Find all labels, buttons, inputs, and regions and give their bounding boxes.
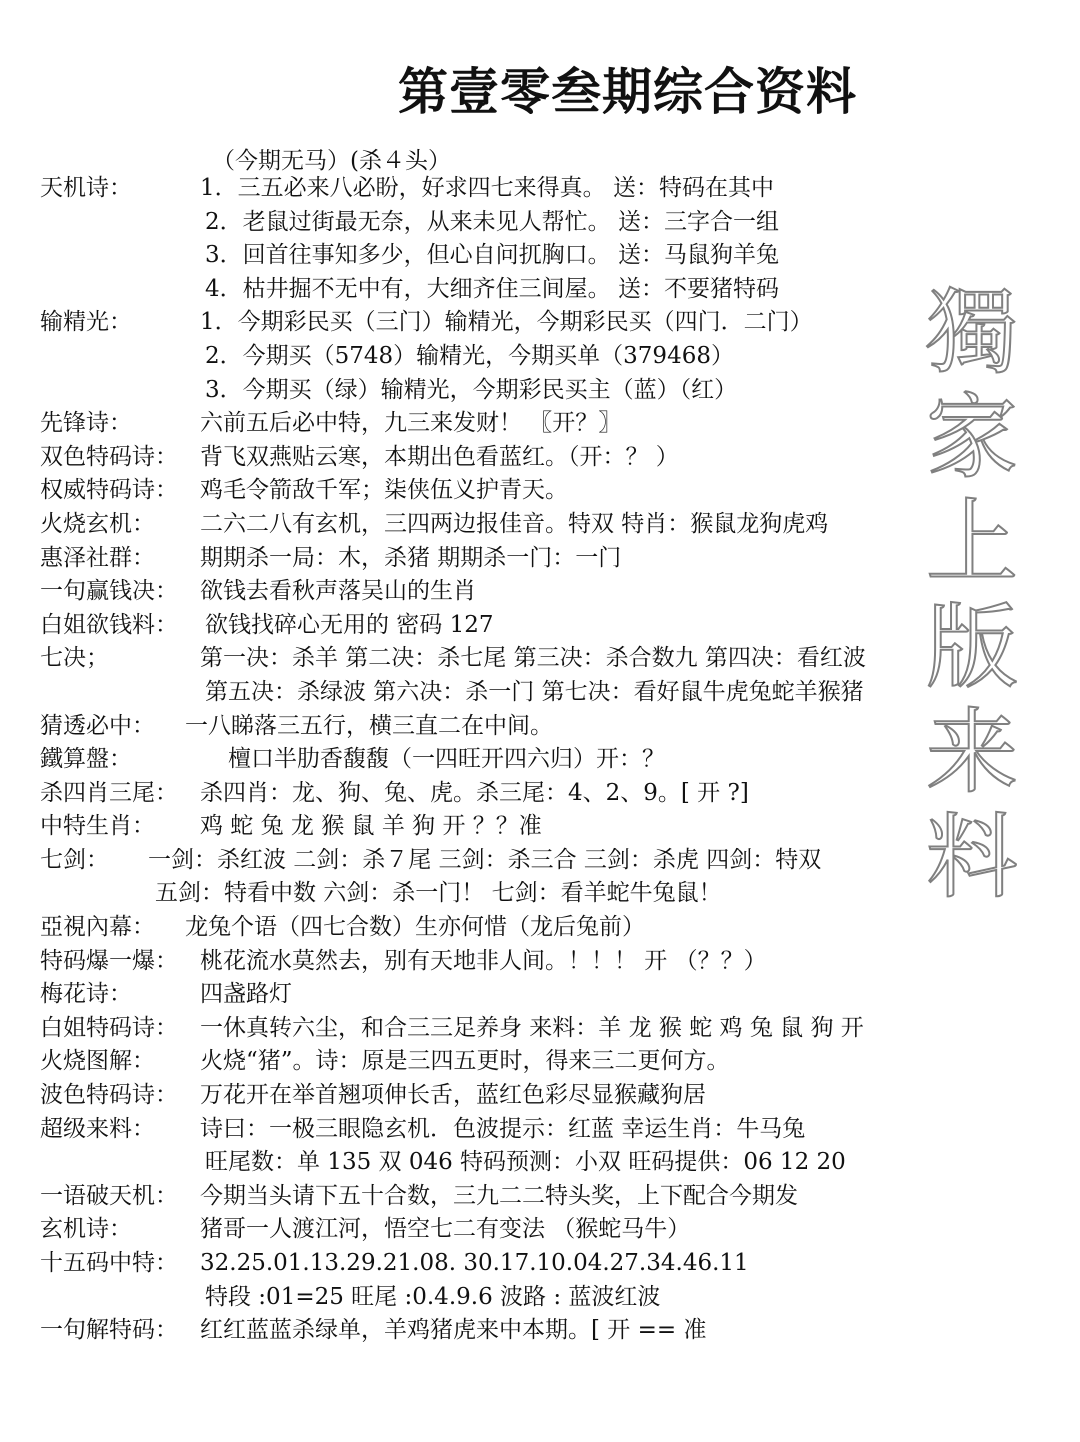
content-line xyxy=(0,1314,1080,1348)
content-line xyxy=(0,676,1080,710)
line-text: 期期杀一局：木，杀猪 期期杀一门：一门 xyxy=(200,544,622,571)
line-label: 波色特码诗： xyxy=(40,1082,178,1109)
content-line xyxy=(0,542,1080,576)
content-line xyxy=(0,877,1080,911)
line-text: 32.25.01.13.29.21.08. 30.17.10.04.27.34.46.11 xyxy=(200,1250,749,1276)
line-label: 猜透必中： xyxy=(40,712,155,739)
line-text: 欲钱去看秋声落吴山的生肖 xyxy=(200,578,476,605)
line-text: 2．老鼠过街最无奈，从来未见人帮忙。 送：三字合一组 xyxy=(205,208,779,235)
line-label: 玄机诗： xyxy=(40,1216,132,1243)
line-text: 诗曰：一极三眼隐玄机．色波提示：红蓝 幸运生肖：牛马兔 xyxy=(200,1115,806,1142)
line-label: 特码爆一爆： xyxy=(40,947,178,974)
line-text: 桃花流水莫然去，别有天地非人间。！！！ 开 （？？） xyxy=(200,947,767,974)
content-line xyxy=(0,1180,1080,1214)
watermark-char: 来 xyxy=(925,699,1018,806)
watermark-vertical-text xyxy=(922,280,1022,910)
line-label: 七决； xyxy=(40,645,109,672)
content-line xyxy=(0,273,1080,307)
line-label: 火烧玄机： xyxy=(40,510,155,537)
content-line xyxy=(0,810,1080,844)
line-label: 一语破天机： xyxy=(40,1182,178,1209)
line-text: 猪哥一人渡江河，悟空七二有变法 （猴蛇马牛） xyxy=(200,1216,691,1243)
line-text: 鸡毛令箭敌千军；柒侠伍义护青天。 xyxy=(200,477,568,504)
content-line xyxy=(0,978,1080,1012)
line-label: 一句赢钱决： xyxy=(40,578,178,605)
line-text: 今期当头请下五十合数，三九二二特头奖，上下配合今期发 xyxy=(200,1182,798,1209)
line-label: 一句解特码： xyxy=(40,1317,178,1344)
content-line xyxy=(0,945,1080,979)
content-line xyxy=(0,911,1080,945)
content-line xyxy=(0,1247,1080,1281)
line-text: 2．今期买（5748）输精光，今期买单（379468） xyxy=(205,342,734,369)
line-label: 惠泽社群： xyxy=(40,544,155,571)
line-label: 中特生肖： xyxy=(40,813,155,840)
line-text: 欲钱找碎心无用的 密码 127 xyxy=(205,611,494,638)
content-line xyxy=(0,306,1080,340)
content-lines xyxy=(0,172,1080,1348)
line-label: 超级来料： xyxy=(40,1115,155,1142)
line-label: 亞視內幕： xyxy=(40,914,155,941)
content-line xyxy=(0,710,1080,744)
line-text: 一八睇落三五行，横三直二在中间。 xyxy=(185,712,553,739)
line-text: 一休真转六尘，和合三三足养身 来料：羊 龙 猴 蛇 鸡 兔 鼠 狗 开 xyxy=(200,1014,864,1041)
content-line xyxy=(0,508,1080,542)
line-text: 二六二八有玄机，三四两边报佳音。特双 特肖：猴鼠龙狗虎鸡 xyxy=(200,510,829,537)
line-text: 四盏路灯 xyxy=(200,981,292,1008)
content-line xyxy=(0,1045,1080,1079)
content-line xyxy=(0,474,1080,508)
content-line xyxy=(0,777,1080,811)
line-text: 五剑：特看中数 六剑：杀一门！ 七剑：看羊蛇牛兔鼠！ xyxy=(155,880,722,907)
line-text: 万花开在举首翘项伸长舌，蓝红色彩尽显猴藏狗居 xyxy=(200,1082,706,1109)
line-text: 旺尾数：单 135 双 046 特码预测：小双 旺码提供：06 12 20 xyxy=(205,1149,846,1176)
content-line xyxy=(0,575,1080,609)
content-line xyxy=(0,1213,1080,1247)
page-subtitle: （今期无马）(杀４头） xyxy=(212,148,451,174)
line-label: 七剑： xyxy=(40,846,109,873)
line-text: 火烧“猪”。诗：原是三四五更时，得来三二更何方。 xyxy=(200,1048,730,1075)
line-text: 3．回首往事知多少，但心自问扤胸口。 送：马鼠狗羊兔 xyxy=(205,242,779,269)
line-text: 1．今期彩民买（三门）输精光，今期彩民买（四门．二门） xyxy=(200,309,813,336)
watermark-char: 家 xyxy=(925,384,1018,491)
line-label: 双色特码诗： xyxy=(40,443,178,470)
watermark-char: 版 xyxy=(925,594,1018,701)
content-line xyxy=(0,1012,1080,1046)
line-text: 3．今期买（绿）输精光，今期彩民买主（蓝）（红） xyxy=(205,376,738,403)
page-title: 第壹零叁期综合资料 xyxy=(398,63,857,121)
line-label: 白姐特码诗： xyxy=(40,1014,178,1041)
line-label: 梅花诗： xyxy=(40,981,132,1008)
content-line xyxy=(0,1281,1080,1315)
watermark-char: 上 xyxy=(925,489,1018,596)
line-label: 天机诗： xyxy=(40,175,132,201)
content-line xyxy=(0,340,1080,374)
content-line xyxy=(0,374,1080,408)
line-text: 鸡 蛇 兔 龙 猴 鼠 羊 狗 开 ？？准 xyxy=(200,813,542,840)
content-line xyxy=(0,609,1080,643)
line-label: 十五码中特： xyxy=(40,1250,178,1276)
line-text: 龙兔个语（四七合数）生亦何惜（龙后兔前） xyxy=(185,914,645,941)
line-text: 第一决：杀羊 第二决：杀七尾 第三决：杀合数九 第四决：看红波 xyxy=(200,645,866,672)
line-label: 火烧图解： xyxy=(40,1048,155,1075)
content-line xyxy=(0,1079,1080,1113)
line-text: 杀四肖：龙、狗、兔、虎。杀三尾：4、2、9。[ 开 ?] xyxy=(200,779,749,806)
line-label: 鐵算盤： xyxy=(40,746,132,773)
content-line xyxy=(0,172,1080,206)
line-text: 1．三五必来八必盼，好求四七来得真。 送：特码在其中 xyxy=(200,175,774,201)
line-label: 先锋诗： xyxy=(40,410,132,437)
line-text: 檀口半肋香馥馥（一四旺开四六归）开：？ xyxy=(228,746,665,773)
line-label: 白姐欲钱料： xyxy=(40,611,178,638)
content-line xyxy=(0,441,1080,475)
content-line xyxy=(0,844,1080,878)
content-line xyxy=(0,239,1080,273)
line-text: 六前五后必中特，九三来发财！ 〖开？〗 xyxy=(200,410,622,437)
line-text: 第五决：杀绿波 第六决：杀一门 第七决：看好鼠牛虎兔蛇羊猴猪 xyxy=(205,678,864,705)
watermark-char: 料 xyxy=(925,804,1018,911)
line-label: 杀四肖三尾： xyxy=(40,779,178,806)
line-label: 权威特码诗： xyxy=(40,477,178,504)
line-text: 红红蓝蓝杀绿单，羊鸡猪虎来中本期。[ 开 == 准 xyxy=(200,1317,707,1344)
content-line xyxy=(0,743,1080,777)
content-line xyxy=(0,642,1080,676)
line-label: 输精光： xyxy=(40,309,132,336)
content-line xyxy=(0,1146,1080,1180)
line-text: 背飞双燕贴云寒，本期出色看蓝红。（开：？ ） xyxy=(200,443,679,470)
content-line xyxy=(0,407,1080,441)
watermark-char: 獨 xyxy=(925,279,1018,386)
line-text: 4．枯井掘不无中有，大细齐住三间屋。 送：不要猪特码 xyxy=(205,275,779,302)
line-text: 一剑：杀红波 二剑：杀７尾 三剑：杀三合 三剑：杀虎 四剑：特双 xyxy=(148,846,822,873)
line-text: 特段 :01=25 旺尾 :0.4.9.6 波路 : 蓝波红波 xyxy=(205,1283,661,1310)
content-line xyxy=(0,206,1080,240)
content-line xyxy=(0,1113,1080,1147)
